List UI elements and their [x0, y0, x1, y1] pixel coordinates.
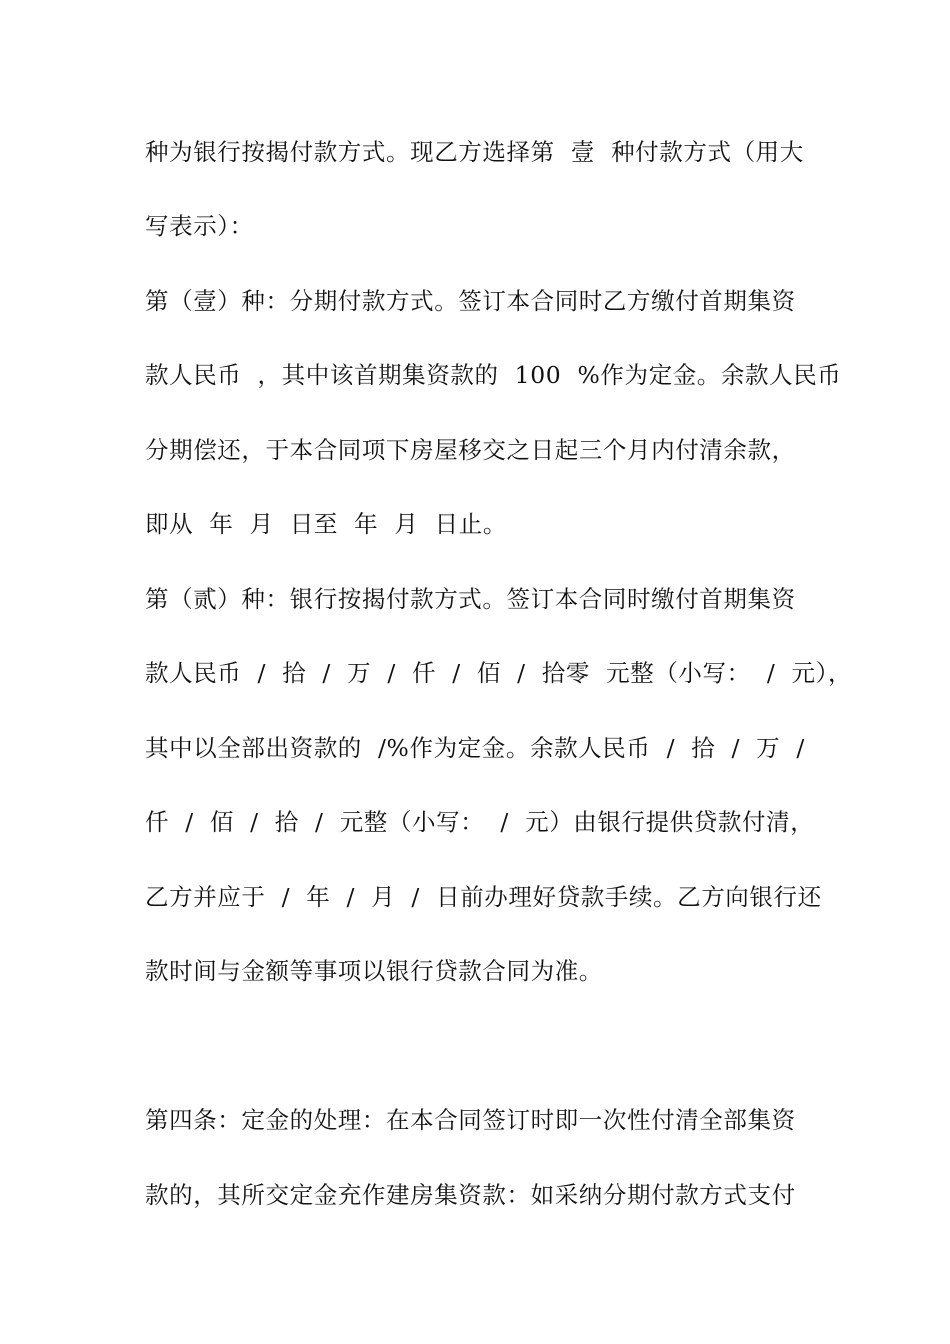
text-line: 第四条：定金的处理：在本合同签订时即一次性付清全部集资: [145, 1106, 796, 1134]
text-line: 仟 / 佰 / 拾 / 元整（小写： / 元）由银行提供贷款付清，: [145, 808, 815, 836]
text-line: 第（贰）种：银行按揭付款方式。签订本合同时缴付首期集资: [145, 585, 796, 613]
text-line: 款人民币 / 拾 / 万 / 仟 / 佰 / 拾零 元整（小写： / 元），: [145, 659, 853, 687]
text-line: 写表示）：: [145, 212, 254, 240]
text-line: 种为银行按揭付款方式。现乙方选择第 壹 种付款方式（用大: [145, 138, 804, 166]
text-line: 款时间与金额等事项以银行贷款合同为准。: [145, 957, 603, 985]
text-line: 款人民币 ，其中该首期集资款的 100 %作为定金。余款人民币: [145, 361, 842, 389]
text-line: 其中以全部出资款的 /%作为定金。余款人民币 / 拾 / 万 /: [145, 734, 805, 762]
text-line: 款的，其所交定金充作建房集资款：如采纳分期付款方式支付: [145, 1181, 796, 1209]
text-line: 乙方并应于 / 年 / 月 / 日前办理好贷款手续。乙方向银行还: [145, 883, 822, 911]
text-line: 即从 年 月 日至 年 月 日止。: [145, 510, 507, 538]
text-line: 分期偿还，于本合同项下房屋移交之日起三个月内付清余款，: [145, 436, 796, 464]
text-line: 第（壹）种：分期付款方式。签订本合同时乙方缴付首期集资: [145, 287, 796, 315]
